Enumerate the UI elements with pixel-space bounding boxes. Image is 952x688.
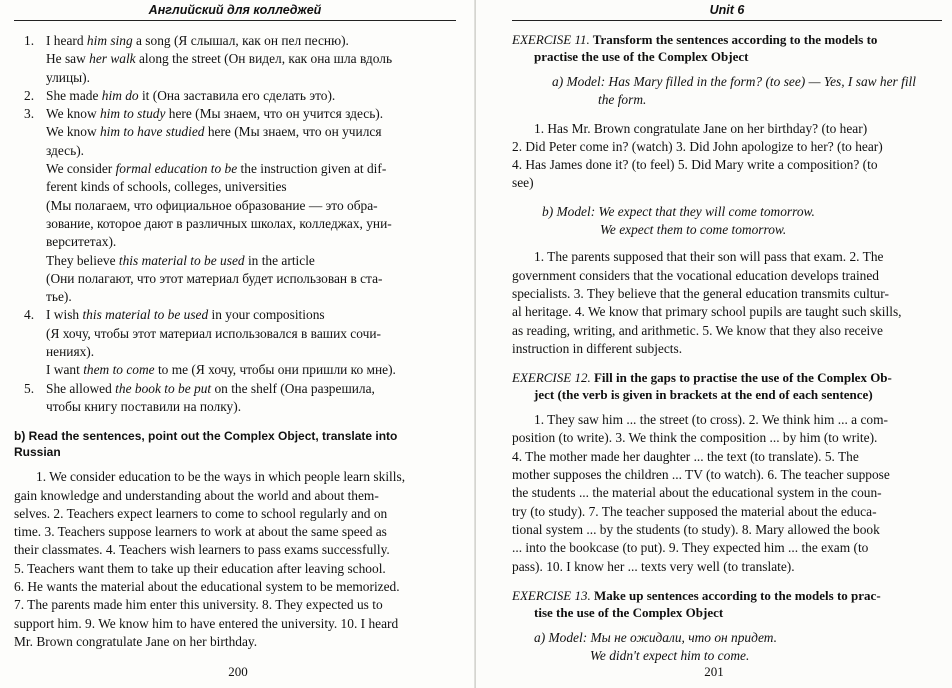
text-line: [46, 380, 456, 398]
text-line: 6. He wants the material about the educational system to be memorized.: [14, 579, 400, 595]
example-item: [14, 105, 456, 306]
model-line: the form.: [598, 92, 647, 108]
exercise-11-model-a: [512, 73, 942, 110]
text-run: She allowed: [46, 380, 116, 396]
text-line: [46, 325, 456, 343]
complex-object-phrase: him to have studied: [99, 124, 205, 140]
text-line: al heritage. 4. We know that primary school pupils are taught such skills,: [512, 304, 902, 320]
model-line: a) Model: Мы не ожидали, что он придет.: [534, 629, 777, 645]
text-line: time. 3. Teachers suppose learners to work at about the same speed as: [14, 524, 387, 540]
text-line: [46, 160, 456, 178]
text-run: to me (Я хочу, чтобы они пришли ко мне).: [154, 362, 396, 378]
item-number: 3.: [24, 106, 35, 122]
right-body: [512, 31, 942, 665]
complex-object-phrase: her walk: [89, 51, 136, 67]
text-run: along the street (Он видел, как она шла вдоль: [135, 51, 393, 67]
text-line: 5. Teachers want them to take up their education after leaving school.: [14, 560, 386, 576]
text-line: [46, 361, 456, 379]
text-line: specialists. 3. They believe that the general education transmits cultur-: [512, 285, 889, 301]
section-b-heading: [14, 428, 456, 460]
example-item: [14, 87, 456, 105]
text-run: нениях).: [46, 344, 95, 360]
exercise-13-heading: [512, 587, 942, 621]
text-line: [46, 233, 456, 251]
text-line: Mr. Brown congratulate Jane on her birthday.: [14, 633, 258, 649]
text-line: 4. Has James done it? (to feel) 5. Did Mary write a composition? (to: [512, 157, 878, 173]
exercise-title: practise the use of the Complex Object: [534, 49, 749, 64]
text-line: 1. They saw him ... the street (to cross). 2. We think him ... a com-: [534, 412, 888, 428]
text-line: [46, 197, 456, 215]
complex-object-phrase: the book to be put: [115, 380, 212, 396]
text-line: tional system ... by the students (to study). 8. Mary allowed the book: [512, 521, 880, 537]
exercise-11-text-b: [512, 248, 942, 358]
text-line: selves. 2. Teachers expect learners to come to school regularly and on: [14, 505, 388, 521]
heading-line: Russian: [14, 445, 61, 460]
text-run: We know: [46, 106, 100, 122]
complex-object-phrase: him sing: [86, 33, 133, 48]
text-run: She made: [46, 87, 102, 103]
model-line: b) Model: We expect that they will come tomorrow.: [542, 203, 815, 219]
running-header-right: Unit 6: [512, 0, 942, 21]
text-line: gain knowledge and understanding about the world and about them-: [14, 487, 379, 503]
text-run: in your compositions: [208, 307, 325, 323]
exercise-11-heading: [512, 31, 942, 65]
text-run: We consider: [46, 161, 116, 177]
model-line: We expect them to come tomorrow.: [600, 222, 787, 238]
example-item: [14, 306, 456, 379]
text-line: [46, 123, 456, 141]
text-line: [46, 306, 456, 324]
text-run: здесь).: [46, 142, 84, 158]
text-line: [46, 32, 456, 50]
page-number-right: 201: [704, 664, 724, 679]
model-line: a) Model: Has Mary filled in the form? (to see) — Yes, I saw her fill: [552, 74, 916, 89]
text-run: зование, которое дают в различных школах, колледжах, уни-: [46, 215, 392, 231]
text-run: the instruction given at dif-: [237, 161, 387, 177]
text-line: [46, 87, 456, 105]
page-number-left: 200: [228, 664, 248, 679]
item-number: 2.: [24, 87, 35, 103]
exercise-11-model-b: [512, 203, 942, 240]
text-run: I want: [46, 362, 84, 378]
text-line: their classmates. 4. Teachers wish learners to pass exams successfully.: [14, 542, 390, 558]
text-run: тье).: [46, 289, 72, 305]
text-line: [46, 105, 456, 123]
text-line: [46, 178, 456, 196]
exercise-11-text: [512, 120, 942, 193]
exercise-title: Fill in the gaps to practise the use of the Complex Ob-: [593, 370, 892, 386]
text-run: it (Она заставила его сделать это).: [138, 87, 336, 103]
item-number: 5.: [24, 380, 35, 396]
text-run: (Они полагают, что этот материал будет использован в ста-: [46, 270, 383, 286]
complex-object-phrase: them to come: [83, 362, 155, 378]
exercise-label: EXERCISE 12.: [512, 370, 591, 386]
example-item: [14, 32, 456, 87]
text-line: as reading, writing, and arithmetic. 5. We know that they also receive: [512, 322, 883, 338]
left-body: [14, 32, 456, 651]
text-run: They believe: [46, 252, 119, 268]
text-run: I wish: [46, 307, 83, 323]
complex-object-phrase: this material to be used: [118, 252, 245, 268]
text-line: position (to write). 3. We think the composition ... by him (to write).: [512, 430, 878, 446]
example-item: [14, 380, 456, 417]
text-line: ... into the bookcase (to put). 9. They expected him ... the exam (to: [512, 540, 869, 556]
text-line: try (to study). 7. The teacher supposed the material about the educa-: [512, 503, 877, 519]
running-header-left: Английский для колледжей: [14, 0, 456, 21]
text-line: [46, 252, 456, 270]
text-line: [46, 215, 456, 233]
text-line: 2. Did Peter come in? (watch) 3. Did John apologize to her? (to hear): [512, 138, 883, 154]
text-run: a song (Я слышал, как он пел песню).: [132, 33, 349, 48]
complex-object-phrase: formal education to be: [115, 161, 238, 177]
text-run: (Мы полагаем, что официальное образование — это обра-: [46, 197, 378, 213]
text-line: [46, 142, 456, 160]
text-run: here (Мы знаем, что он учился: [204, 124, 382, 140]
text-run: We know: [46, 124, 100, 140]
right-page: [476, 0, 952, 688]
text-line: [46, 343, 456, 361]
exercise-title: tise the use of the Complex Object: [534, 604, 724, 620]
text-line: mother supposes the children ... TV (to watch). 6. The teacher suppose: [512, 467, 890, 483]
exercise-title: ject (the verb is given in brackets at the end of each sentence): [534, 387, 873, 403]
text-line: pass). 10. I know her ... texts very well (to translate).: [512, 558, 795, 574]
text-line: instruction in different subjects.: [512, 340, 683, 356]
text-line: 1. Has Mr. Brown congratulate Jane on her birthday? (to hear): [534, 120, 868, 136]
text-line: 4. The mother made her daughter ... the text (to translate). 5. The: [512, 448, 859, 464]
text-line: the students ... the material about the educational system in the coun-: [512, 485, 882, 501]
exercise-label: EXERCISE 11.: [512, 32, 590, 47]
text-run: I heard: [46, 33, 87, 48]
model-line: We didn't expect him to come.: [590, 648, 750, 664]
item-number: 1.: [24, 33, 35, 48]
text-line: [46, 50, 456, 68]
text-run: in the article: [244, 252, 315, 268]
item-number: 4.: [24, 307, 35, 323]
text-line: see): [512, 175, 534, 191]
text-run: on the shelf (Она разрешила,: [211, 380, 375, 396]
text-line: support him. 9. We know him to have entered the university. 10. I heard: [14, 615, 399, 631]
text-line: 1. The parents supposed that their son will pass that exam. 2. The: [534, 249, 884, 265]
section-b-text: [14, 468, 456, 651]
text-run: here (Мы знаем, что он учится здесь).: [165, 106, 384, 122]
text-run: верситетах).: [46, 234, 117, 250]
complex-object-phrase: him to study: [99, 106, 166, 122]
exercise-12-text: [512, 411, 942, 576]
example-list: [14, 32, 456, 416]
text-run: ferent kinds of schools, colleges, universities: [46, 179, 287, 195]
complex-object-phrase: him do: [101, 87, 139, 103]
exercise-title: Transform the sentences according to the models to: [592, 32, 878, 47]
text-run: (Я хочу, чтобы этот материал использовался в ваших сочи-: [46, 325, 381, 341]
text-line: [46, 398, 456, 416]
text-line: [46, 69, 456, 87]
text-run: улицы).: [46, 69, 90, 85]
text-line: government considers that the vocational education develops trained: [512, 267, 880, 283]
text-run: He saw: [46, 51, 90, 67]
exercise-title: Make up sentences according to the models to prac-: [593, 587, 881, 603]
text-line: 1. We consider education to be the ways in which people learn skills,: [36, 469, 406, 485]
text-line: [46, 288, 456, 306]
exercise-13-model-a: [512, 629, 942, 666]
exercise-label: EXERCISE 13.: [512, 587, 591, 603]
text-run: чтобы книгу поставили на полку).: [46, 398, 242, 414]
complex-object-phrase: this material to be used: [82, 307, 209, 323]
heading-line: b) Read the sentences, point out the Complex Object, translate into: [14, 429, 398, 444]
text-line: [46, 270, 456, 288]
text-line: 7. The parents made him enter this university. 8. They expected us to: [14, 597, 383, 613]
exercise-12-heading: [512, 369, 942, 403]
